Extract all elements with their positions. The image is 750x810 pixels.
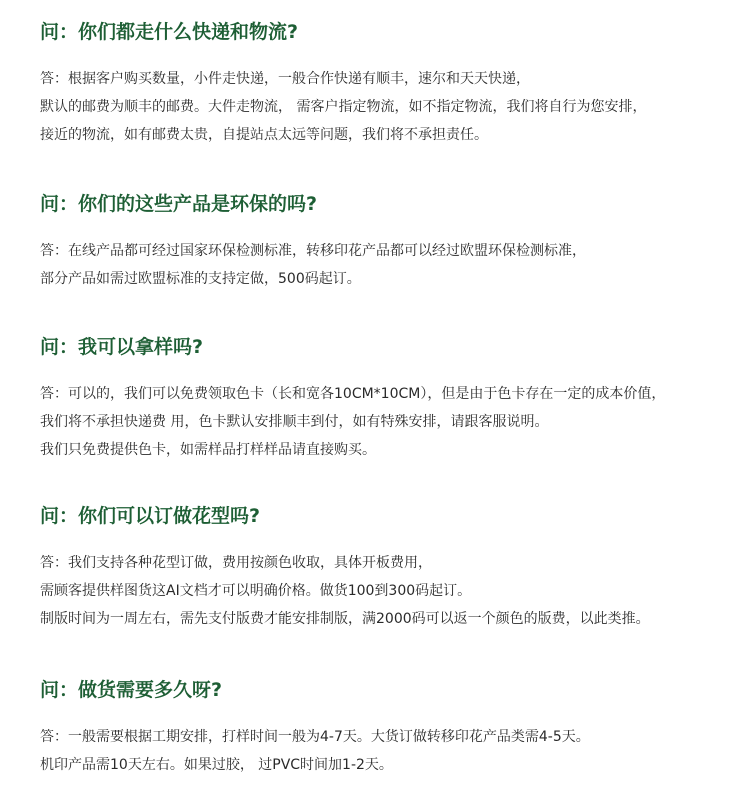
faq-item-eco: [40, 192, 730, 293]
faq-answer-line: 答：可以的，我们可以免费领取色卡（长和宽各10CM*10CM），但是由于色卡存在一定的成本价值，: [40, 386, 666, 402]
faq-answer: [40, 237, 730, 293]
faq-answer: [40, 723, 730, 779]
faq-answer-line: 答：我们支持各种花型订做，费用按颜色收取，具体开板费用，: [40, 555, 432, 571]
faq-answer-line: 部分产品如需过欧盟标准的支持定做，500码起订。: [40, 271, 361, 287]
faq-question: 问：你们可以订做花型吗?: [40, 505, 261, 527]
faq-question: 问：你们都走什么快递和物流?: [40, 21, 299, 43]
faq-question: 问：我可以拿样吗?: [40, 336, 204, 358]
faq-answer-line: 需顾客提供样图货这AI文档才可以明确价格。做货100到300码起订。: [40, 583, 472, 599]
faq-answer-line: 我们将不承担快递费 用，色卡默认安排顺丰到付，如有特殊安排，请跟客服说明。: [40, 414, 549, 430]
faq-answer-line: 默认的邮费为顺丰的邮费。大件走物流， 需客户指定物流，如不指定物流，我们将自行为您安排，: [40, 99, 647, 115]
faq-answer: [40, 65, 730, 149]
faq-answer-line: 我们只免费提供色卡，如需样品打样样品请直接购买。: [40, 442, 376, 458]
faq-answer-line: 机印产品需10天左右。如果过胶， 过PVC时间加1-2天。: [40, 757, 393, 773]
faq-answer-line: 答：根据客户购买数量，小件走快递，一般合作快递有顺丰，速尔和天天快递，: [40, 71, 530, 87]
faq-item-samples: [40, 335, 730, 464]
faq-item-shipping: [40, 20, 730, 149]
faq-answer-line: 制版时间为一周左右，需先支付版费才能安排制版，满2000码可以返一个颜色的版费，以此类推。: [40, 611, 650, 627]
faq-item-custom-pattern: [40, 504, 730, 633]
faq-question: 问：做货需要多久呀?: [40, 679, 223, 701]
faq-answer-line: 答：一般需要根据工期安排，打样时间一般为4-7天。大货订做转移印花产品类需4-5天。: [40, 729, 590, 745]
faq-answer: [40, 380, 730, 464]
faq-question: 问：你们的这些产品是环保的吗?: [40, 193, 318, 215]
faq-answer-line: 接近的物流，如有邮费太贵，自提站点太远等问题，我们将不承担责任。: [40, 127, 488, 143]
faq-item-lead-time: [40, 678, 730, 779]
faq-answer: [40, 549, 730, 633]
faq-answer-line: 答：在线产品都可经过国家环保检测标准，转移印花产品都可以经过欧盟环保检测标准，: [40, 243, 586, 259]
